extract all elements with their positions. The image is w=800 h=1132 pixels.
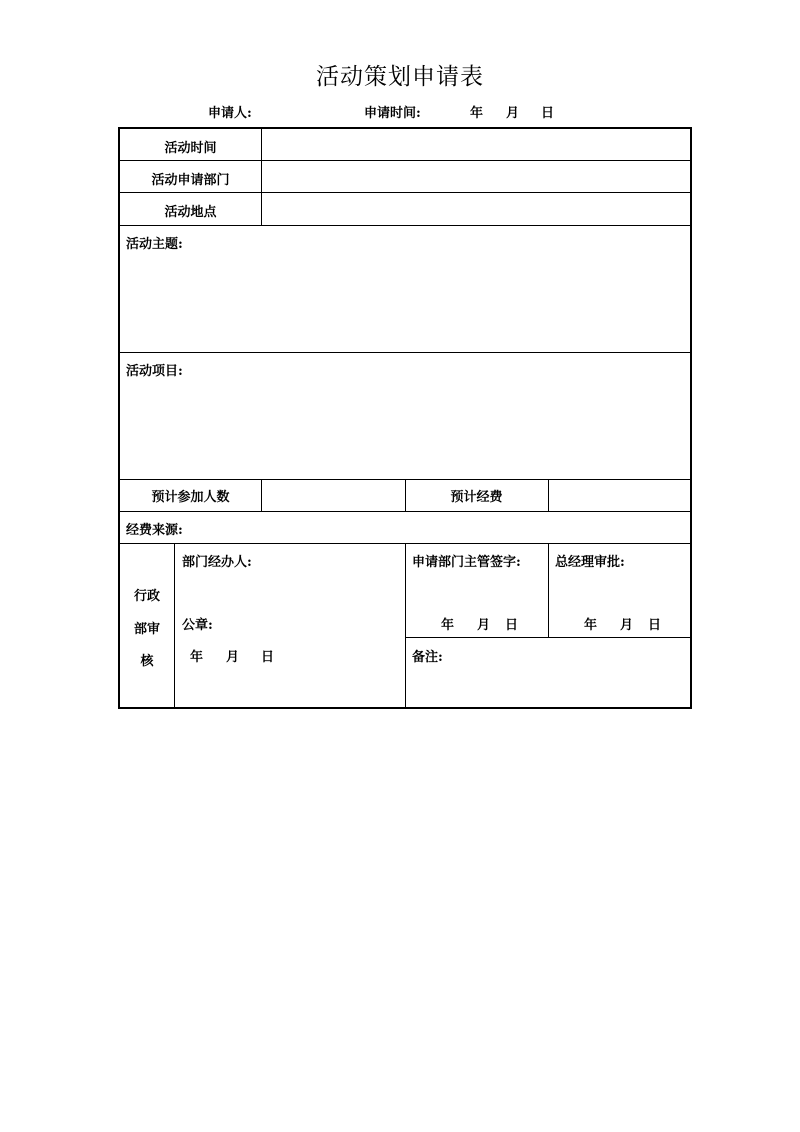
head-month-label: 月 (477, 618, 491, 633)
row-divider (120, 160, 690, 161)
department-label: 活动申请部门 (151, 173, 230, 188)
column-divider (548, 479, 549, 512)
column-divider (261, 479, 262, 512)
gm-year-label: 年 (584, 618, 598, 633)
gm-day-label: 日 (648, 618, 662, 633)
column-divider (405, 543, 406, 707)
apply-time-label: 申请时间: (364, 106, 421, 121)
stamp-year-label: 年 (190, 650, 204, 665)
review-side-label-2: 部审 (133, 622, 160, 637)
apply-month-label: 月 (506, 106, 520, 121)
apply-year-label: 年 (470, 106, 484, 121)
review-side-label-3: 核 (140, 654, 154, 669)
row-divider (120, 192, 690, 193)
theme-label: 活动主题: (126, 237, 183, 252)
gm-approval-label: 总经理审批: (555, 555, 625, 570)
application-form (118, 127, 692, 709)
gm-month-label: 月 (620, 618, 634, 633)
cost-label: 预计经费 (450, 490, 503, 505)
applicant-label: 申请人: (208, 106, 252, 121)
page-title: 活动策划申请表 (316, 64, 484, 90)
dept-head-sign-label: 申请部门主管签字: (412, 555, 521, 570)
column-divider (548, 543, 549, 638)
row-divider (120, 225, 690, 226)
participants-label: 预计参加人数 (151, 490, 230, 505)
head-day-label: 日 (505, 618, 519, 633)
apply-day-label: 日 (541, 106, 555, 121)
column-divider (261, 129, 262, 226)
stamp-label: 公章: (182, 618, 213, 633)
head-year-label: 年 (441, 618, 455, 633)
location-label: 活动地点 (164, 205, 217, 220)
items-label: 活动项目: (126, 364, 183, 379)
row-divider (120, 352, 690, 353)
remarks-label: 备注: (412, 650, 443, 665)
dept-handler-label: 部门经办人: (182, 555, 252, 570)
fund-source-label: 经费来源: (126, 523, 183, 538)
activity-time-label: 活动时间 (164, 141, 217, 156)
column-divider (174, 543, 175, 707)
review-side-label-1: 行政 (133, 589, 160, 604)
stamp-month-label: 月 (226, 650, 240, 665)
stamp-day-label: 日 (261, 650, 275, 665)
